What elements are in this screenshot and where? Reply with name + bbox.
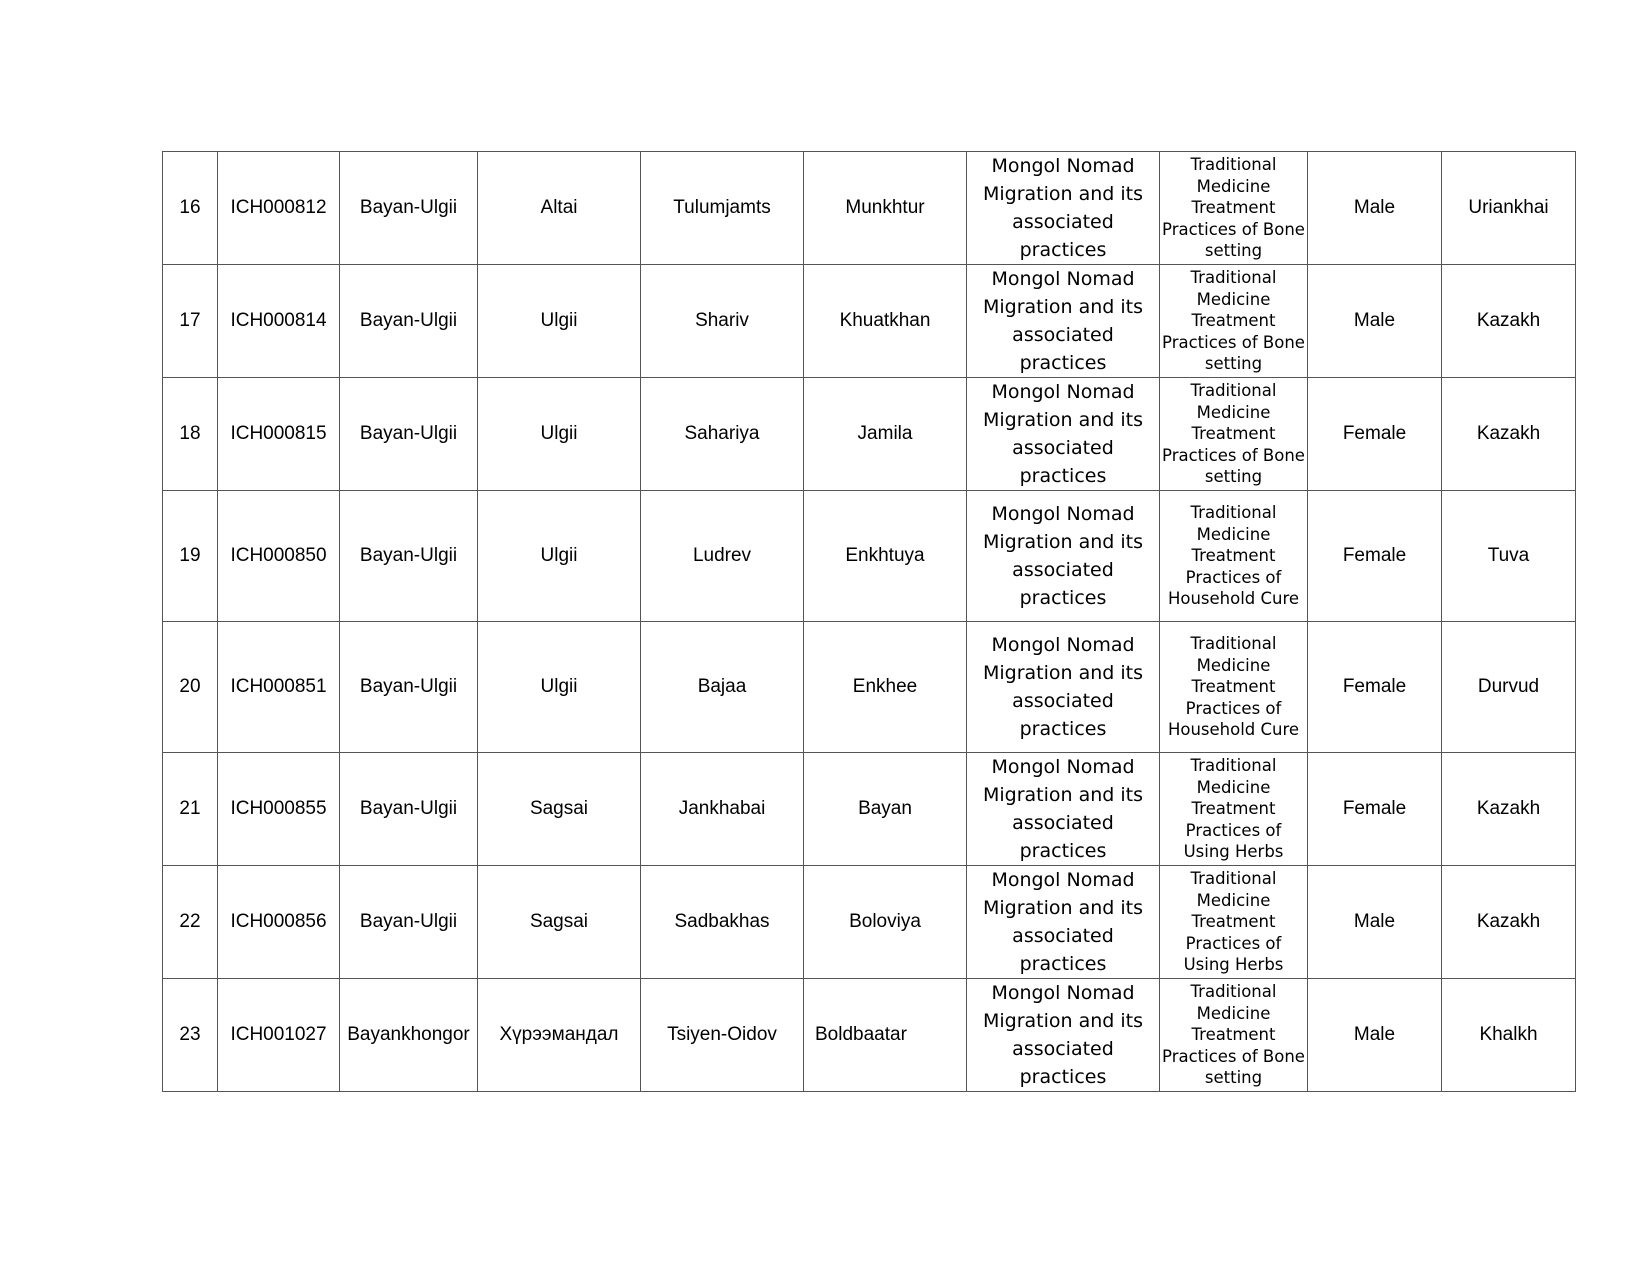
ethnicity: Kazakh (1442, 265, 1576, 378)
ethnicity: Tuva (1442, 491, 1576, 622)
gender: Male (1308, 866, 1442, 979)
bearer-registry-table (162, 151, 1576, 1092)
ich-element: Mongol Nomad Migration and its associated practices (967, 866, 1160, 979)
ich-element: Mongol Nomad Migration and its associated practices (967, 491, 1160, 622)
row-number: 20 (163, 622, 218, 753)
parent-name: Sahariya (641, 378, 804, 491)
soum: Sagsai (478, 866, 641, 979)
row-number: 18 (163, 378, 218, 491)
practice-domain: Traditional Medicine Treatment Practices of Using Herbs (1160, 866, 1308, 979)
practice-domain: Traditional Medicine Treatment Practices of Household Cure (1160, 622, 1308, 753)
bearer-name: Enkhee (804, 622, 967, 753)
row-number: 22 (163, 866, 218, 979)
soum: Ulgii (478, 491, 641, 622)
table-row (163, 265, 1576, 378)
province: Bayan-Ulgii (340, 378, 478, 491)
registry-code: ICH000851 (218, 622, 340, 753)
parent-name: Ludrev (641, 491, 804, 622)
province: Bayan-Ulgii (340, 753, 478, 866)
ethnicity: Kazakh (1442, 753, 1576, 866)
ethnicity: Durvud (1442, 622, 1576, 753)
ich-element: Mongol Nomad Migration and its associated practices (967, 265, 1160, 378)
table-row (163, 866, 1576, 979)
ich-element: Mongol Nomad Migration and its associated practices (967, 979, 1160, 1092)
practice-domain: Traditional Medicine Treatment Practices of Using Herbs (1160, 753, 1308, 866)
gender: Female (1308, 491, 1442, 622)
ich-element: Mongol Nomad Migration and its associated practices (967, 378, 1160, 491)
row-number: 19 (163, 491, 218, 622)
soum: Sagsai (478, 753, 641, 866)
practice-domain: Traditional Medicine Treatment Practices of Household Cure (1160, 491, 1308, 622)
table-row (163, 622, 1576, 753)
ethnicity: Khalkh (1442, 979, 1576, 1092)
registry-code: ICH001027 (218, 979, 340, 1092)
bearer-name: Boloviya (804, 866, 967, 979)
soum: Ulgii (478, 265, 641, 378)
ethnicity: Kazakh (1442, 378, 1576, 491)
registry-code: ICH000850 (218, 491, 340, 622)
parent-name: Bajaa (641, 622, 804, 753)
province: Bayan-Ulgii (340, 152, 478, 265)
gender: Female (1308, 753, 1442, 866)
row-number: 17 (163, 265, 218, 378)
bearer-name: Enkhtuya (804, 491, 967, 622)
province: Bayan-Ulgii (340, 265, 478, 378)
registry-code: ICH000855 (218, 753, 340, 866)
soum: Ulgii (478, 622, 641, 753)
ich-element: Mongol Nomad Migration and its associated practices (967, 152, 1160, 265)
bearer-name: Munkhtur (804, 152, 967, 265)
registry-code: ICH000856 (218, 866, 340, 979)
row-number: 21 (163, 753, 218, 866)
registry-code: ICH000812 (218, 152, 340, 265)
soum: Хүрээмандал (478, 979, 641, 1092)
practice-domain: Traditional Medicine Treatment Practices of Bone setting (1160, 152, 1308, 265)
practice-domain: Traditional Medicine Treatment Practices of Bone setting (1160, 265, 1308, 378)
ich-element: Mongol Nomad Migration and its associated practices (967, 622, 1160, 753)
registry-code: ICH000814 (218, 265, 340, 378)
table-row (163, 753, 1576, 866)
gender: Male (1308, 979, 1442, 1092)
gender: Male (1308, 152, 1442, 265)
bearer-name: Boldbaatar (804, 979, 967, 1092)
province: Bayankhongor (340, 979, 478, 1092)
province: Bayan-Ulgii (340, 622, 478, 753)
bearer-name: Jamila (804, 378, 967, 491)
registry-code: ICH000815 (218, 378, 340, 491)
table-row (163, 491, 1576, 622)
table-row (163, 378, 1576, 491)
row-number: 16 (163, 152, 218, 265)
parent-name: Shariv (641, 265, 804, 378)
parent-name: Jankhabai (641, 753, 804, 866)
ethnicity: Kazakh (1442, 866, 1576, 979)
gender: Female (1308, 378, 1442, 491)
table-row (163, 152, 1576, 265)
table-row (163, 979, 1576, 1092)
soum: Ulgii (478, 378, 641, 491)
parent-name: Sadbakhas (641, 866, 804, 979)
parent-name: Tulumjamts (641, 152, 804, 265)
gender: Male (1308, 265, 1442, 378)
province: Bayan-Ulgii (340, 491, 478, 622)
row-number: 23 (163, 979, 218, 1092)
parent-name: Tsiyen-Oidov (641, 979, 804, 1092)
gender: Female (1308, 622, 1442, 753)
ethnicity: Uriankhai (1442, 152, 1576, 265)
bearer-name: Bayan (804, 753, 967, 866)
province: Bayan-Ulgii (340, 866, 478, 979)
soum: Altai (478, 152, 641, 265)
practice-domain: Traditional Medicine Treatment Practices of Bone setting (1160, 378, 1308, 491)
practice-domain: Traditional Medicine Treatment Practices of Bone setting (1160, 979, 1308, 1092)
bearer-name: Khuatkhan (804, 265, 967, 378)
ich-element: Mongol Nomad Migration and its associated practices (967, 753, 1160, 866)
